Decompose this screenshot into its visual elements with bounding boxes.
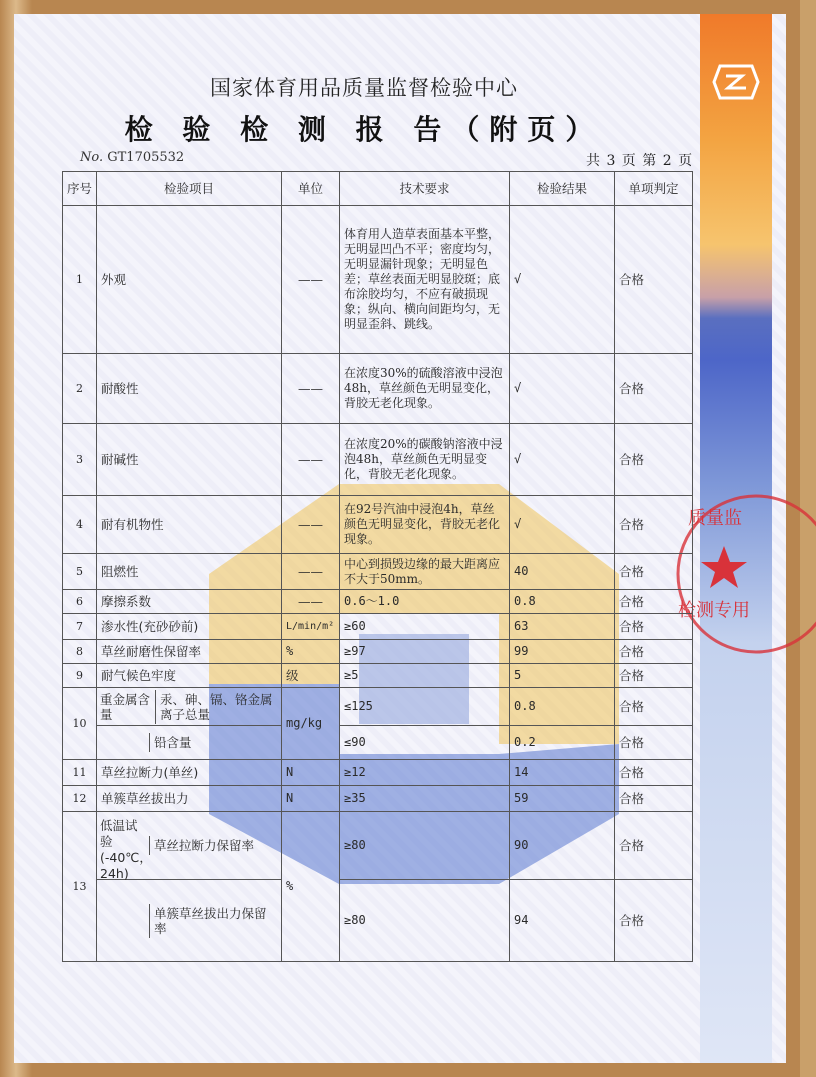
table-row: 9 耐气候色牢度 级 ≥5 5 合格 bbox=[63, 664, 693, 688]
heavy-metal-sub2: 铅含量 bbox=[149, 733, 281, 752]
header-no: 序号 bbox=[63, 172, 97, 206]
table-row: 10 重金属含量 汞、砷、镉、铬金属离子总量 mg/kg ≤125 0.8 合格 bbox=[63, 688, 693, 726]
header-result: 检验结果 bbox=[510, 172, 615, 206]
table-row: 1 外观 —— 体育用人造草表面基本平整，无明显凹凸不平；密度均匀，无明显漏针现象；无明显色差；草丝表面无明显胶斑；底布涂胶均匀，不应有破损现象；纵向、横向间距均匀，无明显歪斜、跳线。 √ 合格 bbox=[63, 206, 693, 354]
low-temp-sub1: 草丝拉断力保留率 bbox=[149, 836, 281, 855]
svg-text:检测专用: 检测专用 bbox=[678, 600, 750, 621]
header-judgement: 单项判定 bbox=[615, 172, 693, 206]
table-row: 铅含量 ≤90 0.2 合格 bbox=[63, 726, 693, 760]
low-temp-label: 低温试验(-40℃，24h) bbox=[100, 818, 152, 881]
table-row: 4 耐有机物性 —— 在92号汽油中浸泡4h，草丝颜色无明显变化，背胶无老化现象。 √ 合格 bbox=[63, 496, 693, 554]
table-row: 7 渗水性(充砂砂前) L/min/m² ≥60 63 合格 bbox=[63, 614, 693, 640]
table-row: 11 草丝拉断力(单丝) N ≥12 14 合格 bbox=[63, 760, 693, 786]
heavy-metal-sub1: 汞、砷、镉、铬金属离子总量 bbox=[155, 690, 281, 724]
table-row: 6 摩擦系数 —— 0.6～1.0 0.8 合格 bbox=[63, 590, 693, 614]
report-title: 检 验 检 测 报 告（附页） bbox=[124, 113, 604, 146]
table-row: 单簇草丝拔出力保留率 低温试验(-40℃，24h) ≥80 94 合格 bbox=[63, 880, 693, 962]
heavy-metal-label: 重金属含量 bbox=[100, 691, 151, 722]
table-header bbox=[63, 172, 693, 206]
header-requirement: 技术要求 bbox=[340, 172, 510, 206]
table-row: 8 草丝耐磨性保留率 % ≥97 99 合格 bbox=[63, 640, 693, 664]
inspection-table bbox=[62, 171, 693, 962]
table-row: 13 草丝拉断力保留率 % ≥80 90 合格 bbox=[63, 812, 693, 880]
report-sheet bbox=[14, 14, 786, 1063]
table-row: 12 单簇草丝拔出力 N ≥35 59 合格 bbox=[63, 786, 693, 812]
low-temp-sub2: 单簇草丝拔出力保留率 bbox=[149, 904, 281, 938]
table-row: 2 耐酸性 —— 在浓度30%的硫酸溶液中浸泡48h，草丝颜色无明显变化，背胶无老化现象。 √ 合格 bbox=[63, 354, 693, 424]
table-row: 5 阻燃性 —— 中心到损毁边缘的最大距离应不大于50mm。 40 合格 bbox=[63, 554, 693, 590]
report-number: No. GT1705532 bbox=[80, 150, 185, 165]
table-row: 3 耐碱性 —— 在浓度20%的碳酸钠溶液中浸泡48h，草丝颜色无明显变化，背胶无老化现象。 √ 合格 bbox=[63, 424, 693, 496]
header-unit: 单位 bbox=[282, 172, 340, 206]
svg-text:质量监: 质量监 bbox=[688, 508, 742, 529]
page-count: 共 3 页 第 2 页 bbox=[586, 153, 694, 169]
brand-logo-icon bbox=[712, 62, 760, 102]
org-name: 国家体育用品质量监督检验中心 bbox=[210, 76, 518, 100]
header-item: 检验项目 bbox=[97, 172, 282, 206]
